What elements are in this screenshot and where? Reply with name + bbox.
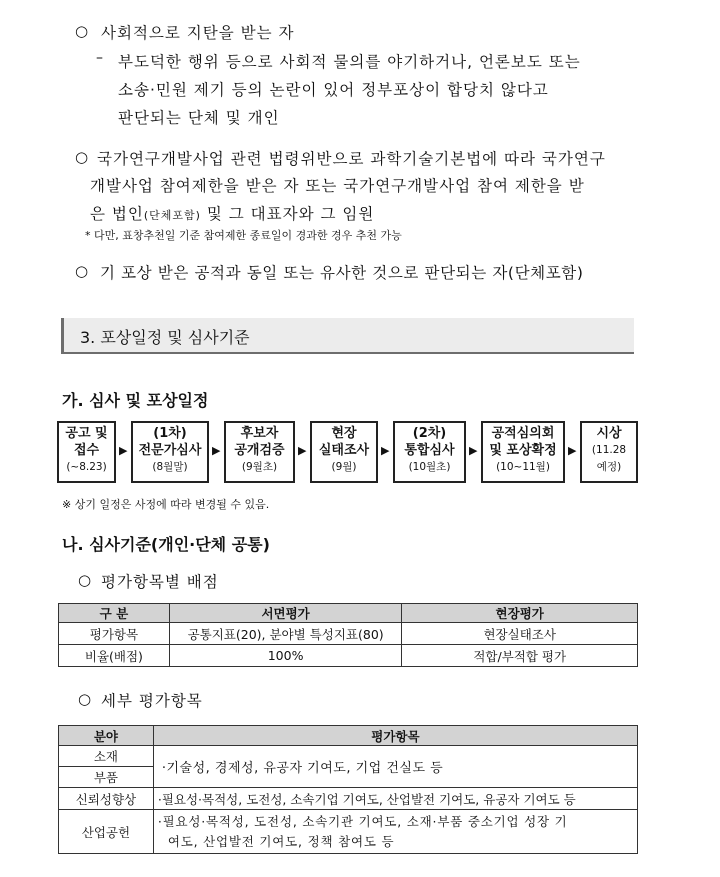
step-line1: (2차): [412, 426, 447, 441]
table-header: 현장평가: [402, 604, 638, 623]
exclusion-item-3: 기 포상 받은 공적과 동일 또는 유사한 것으로 판단되는 자(단체포함): [100, 264, 584, 282]
arrow-right-icon: ▶: [568, 444, 577, 457]
table-header: 평가항목: [153, 726, 637, 746]
bullet-icon: ○: [75, 148, 89, 166]
step-line2: 공개검증: [234, 443, 285, 458]
table-row: [59, 788, 638, 810]
section-header-bar: [61, 318, 634, 354]
step-date: (~8.23): [66, 461, 107, 473]
step-line1: 후보자: [240, 426, 279, 441]
step-line2: (11.28: [591, 444, 627, 456]
table-header-row: [59, 726, 638, 746]
arrow-right-icon: ▶: [119, 444, 128, 457]
exclusion-item-2-text: 은 법인: [90, 205, 144, 223]
schedule-note: ※ 상기 일정은 사정에 따라 변경될 수 있음.: [62, 498, 270, 511]
criteria-heading: 나. 심사기준(개인·단체 공통): [62, 535, 270, 554]
step-line1: (1차): [153, 426, 187, 441]
table-cell: ·기술성, 경제성, 유공자 기여도, 기업 건실도 등: [153, 746, 637, 788]
step-box: [131, 421, 209, 483]
exclusion-item-2-line3: [90, 202, 374, 224]
table-cell-line1: ·필요성·목적성, 도전성, 소속기관 기여도, 소재·부품 중소기업 성장 기: [157, 813, 568, 829]
exclusion-item-1-desc-line2: 소송·민원 제기 등의 논란이 있어 정부포상이 합당치 않다고: [118, 81, 549, 99]
exclusion-item-2-line1: 국가연구개발사업 관련 법령위반으로 과학기술기본법에 따라 국가연구: [97, 150, 606, 168]
exclusion-item-1: 사회적으로 지탄을 받는 자: [101, 24, 295, 42]
step-date: (9월초): [241, 461, 278, 473]
bullet-icon: ○: [75, 22, 89, 40]
step-line1: 시상: [596, 426, 622, 441]
step-line2: 실태조사: [318, 443, 370, 458]
exclusion-item-2-paren: (단체포함): [143, 209, 201, 222]
exclusion-item-1-desc-line1: 부도덕한 행위 등으로 사회적 물의를 야기하거나, 언론보도 또는: [118, 53, 581, 71]
step-date: 예정): [596, 461, 622, 473]
table-cell-line2: 여도, 산업발전 기여도, 정책 참여도 등: [167, 833, 395, 849]
table-header: 서면평가: [169, 604, 402, 623]
table-cell: 산업공헌: [59, 810, 154, 854]
step-date: (10~11월): [496, 461, 550, 473]
arrow-right-icon: ▶: [381, 444, 390, 457]
table-row: [59, 623, 638, 645]
schedule-heading: 가. 심사 및 포상일정: [62, 391, 209, 410]
table-cell: 부품: [59, 767, 154, 788]
dash-icon: –: [96, 50, 103, 66]
step-box: [393, 421, 466, 483]
table-cell: 신뢰성향상: [59, 788, 154, 810]
arrow-right-icon: ▶: [298, 444, 307, 457]
exclusion-item-2-line2: 개발사업 참여제한을 받은 자 또는 국가연구개발사업 참여 제한을 받: [90, 177, 585, 195]
table-header-row: [59, 604, 638, 623]
table-cell: 현장실태조사: [402, 623, 638, 645]
table-header: 분야: [59, 726, 154, 746]
exclusion-note: * 다만, 표창추천일 기준 참여제한 종료일이 경과한 경우 추천 가능: [85, 229, 402, 242]
bullet-icon: ○: [78, 690, 92, 708]
arrow-right-icon: ▶: [212, 444, 221, 457]
table-row: [59, 746, 638, 767]
step-line2: 접수: [73, 443, 100, 458]
table-cell: 소재: [59, 746, 154, 767]
exclusion-item-1-desc-line3: 판단되는 단체 및 개인: [118, 109, 280, 127]
step-date: (10월초): [408, 461, 451, 473]
step-box: [481, 421, 565, 483]
step-date: (8월말): [152, 461, 188, 473]
score-subheading: 평가항목별 배점: [101, 573, 219, 591]
step-box: [310, 421, 378, 483]
table-cell: 100%: [169, 645, 402, 667]
detail-subheading: 세부 평가항목: [101, 692, 203, 710]
exclusion-item-2-text-end: 및 그 대표자와 그 임원: [200, 205, 375, 223]
step-box: [57, 421, 116, 483]
table-header: 구 분: [59, 604, 170, 623]
step-line1: 공고 및: [65, 426, 108, 441]
table-row: [59, 645, 638, 667]
detail-table: [58, 725, 638, 854]
arrow-right-icon: ▶: [469, 444, 478, 457]
table-row: [59, 810, 638, 854]
step-line1: 현장: [331, 426, 357, 441]
table-cell: [153, 810, 637, 854]
section-title: 3. 포상일정 및 심사기준: [80, 328, 250, 347]
bullet-icon: ○: [78, 571, 92, 589]
step-line1: 공적심의회: [491, 426, 555, 441]
table-cell: ·필요성·목적성, 도전성, 소속기업 기여도, 산업발전 기여도, 유공자 기여도 등: [153, 788, 637, 810]
bullet-icon: ○: [75, 262, 89, 280]
table-cell: 공통지표(20), 분야별 특성지표(80): [169, 623, 402, 645]
table-cell: 적합/부적합 평가: [402, 645, 638, 667]
table-cell: 비율(배점): [59, 645, 170, 667]
step-line2: 전문가심사: [138, 443, 202, 458]
step-line2: 통합심사: [404, 443, 455, 458]
step-date: (9월): [331, 461, 357, 473]
step-box: [224, 421, 295, 483]
step-line2: 및 포상확정: [489, 443, 557, 458]
score-table: [58, 603, 638, 667]
step-box: [580, 421, 638, 483]
table-cell: 평가항목: [59, 623, 170, 645]
